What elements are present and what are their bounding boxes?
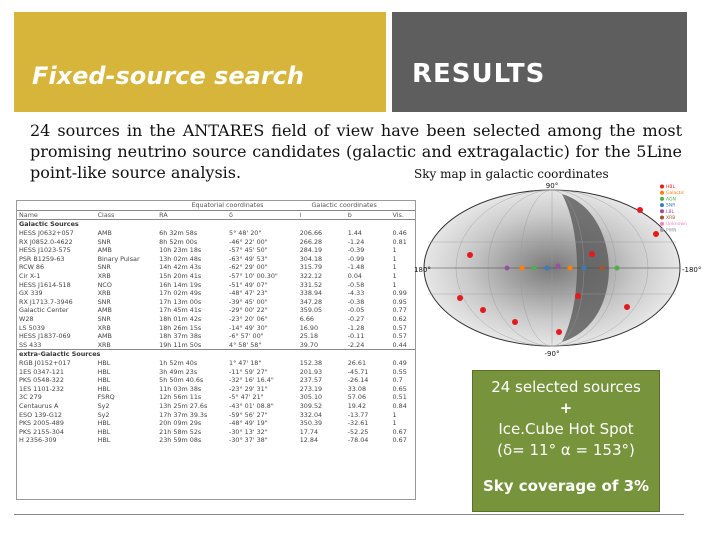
table-cell: 4° 58' 58": [229, 340, 262, 349]
table-cell: Binary Pulsar: [97, 254, 140, 263]
table-cell: 201.93: [299, 367, 323, 376]
table-cell: -32° 16' 16.4": [229, 376, 274, 385]
table-cell: 284.19: [299, 246, 323, 255]
table-row: [17, 427, 415, 436]
table-cell: 21h 58m 52s: [159, 427, 202, 436]
source-marker: [532, 266, 537, 271]
table-cell: 8h 52m 00s: [159, 237, 198, 246]
table-cell: 0.55: [392, 367, 407, 376]
summary-selected: 24 selected sources: [491, 378, 641, 396]
table-cell: AMB: [97, 229, 112, 238]
table-cell: 13h 02m 48s: [159, 254, 202, 263]
table-cell: 1: [392, 263, 397, 272]
table-cell: 23h 59m 08s: [159, 436, 202, 445]
equatorial-group-header: Equatorial coordinates: [191, 201, 264, 210]
table-cell: Cir X-1: [19, 272, 41, 281]
legend-label: LBL: [666, 209, 675, 215]
table-cell: Sy2: [97, 401, 110, 410]
skymap-svg: [412, 182, 702, 364]
table-cell: 0.51: [392, 393, 407, 402]
table-cell: 1: [392, 280, 397, 289]
table-cell: PKS 2005-489: [19, 419, 64, 428]
bottom-divider: [14, 514, 684, 515]
header-right-panel: [392, 12, 687, 112]
section-title: Fixed-source search: [32, 62, 304, 90]
table-cell: FSRQ: [97, 393, 115, 402]
table-cell: -43° 01' 08.8": [229, 401, 274, 410]
table-cell: HBL: [97, 376, 111, 385]
table-row: [17, 367, 415, 376]
table-row: [17, 263, 415, 272]
source-marker: [582, 266, 587, 271]
table-cell: 0.65: [392, 384, 407, 393]
summary-coords: (δ= 11° α = 153°): [497, 441, 635, 459]
table-cell: 33.08: [347, 384, 367, 393]
col-b: b: [347, 210, 352, 219]
table-cell: SNR: [97, 237, 111, 246]
table-cell: -57° 45' 50": [229, 246, 268, 255]
table-cell: -0.27: [347, 315, 365, 324]
table-row: [17, 289, 415, 298]
source-marker: [600, 266, 605, 271]
legend-label: HBL: [666, 185, 675, 190]
table-row: [17, 229, 415, 238]
col-vis: Vis.: [392, 210, 404, 219]
table-cell: -5° 47' 21": [229, 393, 264, 402]
table-cell: 17.74: [299, 427, 319, 436]
table-row: [17, 246, 415, 255]
table-cell: -39° 45' 00": [229, 297, 268, 306]
table-cell: 19h 11m 50s: [159, 340, 202, 349]
table-cell: GX 339: [19, 289, 43, 298]
table-cell: -23° 29' 31": [229, 384, 268, 393]
table-cell: -6° 57' 00": [229, 332, 264, 341]
results-title: RESULTS: [412, 59, 546, 89]
table-cell: HESS J1023-575: [19, 246, 71, 255]
table-cell: 304.18: [299, 254, 323, 263]
table-cell: -30° 37' 38": [229, 436, 268, 445]
table-cell: 206.66: [299, 229, 323, 238]
table-cell: PSR B1259-63: [19, 254, 65, 263]
source-marker: [520, 266, 525, 271]
legend-swatch: [660, 228, 664, 232]
legend-swatch: [660, 197, 664, 201]
table-cell: -1.28: [347, 323, 365, 332]
table-cell: HBL: [97, 427, 111, 436]
table-cell: HBL: [97, 384, 111, 393]
table-row: [17, 332, 415, 341]
table-cell: 273.19: [299, 384, 323, 393]
table-cell: XRB: [97, 323, 111, 332]
table-cell: -29° 00' 22": [229, 306, 268, 315]
table-cell: RX J1713.7-3946: [19, 297, 73, 306]
table-cell: 1: [392, 419, 397, 428]
table-row: [17, 393, 415, 402]
table-row: [17, 280, 415, 289]
table-cell: 17h 45m 41s: [159, 306, 202, 315]
table-cell: 1: [392, 246, 397, 255]
table-cell: 19.42: [347, 401, 367, 410]
table-cell: ESO 139-G12: [19, 410, 62, 419]
table-cell: 3h 49m 23s: [159, 367, 198, 376]
skymap-bottom-label: -90°: [544, 350, 560, 358]
header-left-panel: [14, 12, 386, 112]
table-cell: 16.90: [299, 323, 319, 332]
table-cell: AMB: [97, 306, 112, 315]
table-cell: 18h 37m 38s: [159, 332, 202, 341]
source-marker: [615, 266, 620, 271]
table-cell: 0.04: [347, 272, 362, 281]
legend-label: Galactic: [666, 191, 685, 197]
table-cell: 17h 37m 39.3s: [159, 410, 208, 419]
table-cell: 338.94: [299, 289, 323, 298]
table-cell: Sy2: [97, 410, 110, 419]
table-cell: SNR: [97, 263, 111, 272]
table-cell: SNR: [97, 315, 111, 324]
table-cell: 305.10: [299, 393, 323, 402]
galactic-group-header: Galactic coordinates: [311, 201, 377, 210]
legend-label: SNR: [666, 203, 676, 209]
table-cell: 0.99: [392, 289, 407, 298]
table-cell: -62° 29' 00": [229, 263, 268, 272]
table-cell: 350.39: [299, 419, 323, 428]
col-name: Name: [19, 210, 38, 219]
table-row: [17, 376, 415, 385]
table-cell: -0.39: [347, 246, 365, 255]
source-marker: [637, 207, 643, 213]
table-cell: SS 433: [19, 340, 42, 349]
table-cell: 237.57: [299, 376, 323, 385]
summary-coverage: Sky coverage of 3%: [482, 477, 650, 495]
table-cell: -78.04: [347, 436, 369, 445]
table-row: [17, 341, 415, 350]
table-cell: HBL: [97, 436, 111, 445]
summary-plus: +: [559, 399, 573, 417]
table-cell: 15h 20m 41s: [159, 272, 202, 281]
table-row: [17, 298, 415, 307]
table-cell: 0.49: [392, 358, 407, 367]
table-cell: -45.71: [347, 367, 369, 376]
legend-label: XRB: [666, 216, 676, 221]
table-cell: 26.61: [347, 358, 367, 367]
summary-box: [472, 370, 660, 512]
table-cell: 25.18: [299, 332, 319, 341]
table-cell: 57.06: [347, 393, 367, 402]
table-cell: RGB J0152+017: [19, 358, 71, 367]
table-cell: 14h 42m 43s: [159, 263, 202, 272]
legend-swatch: [660, 209, 664, 213]
summary-icecube: Ice.Cube Hot Spot: [498, 420, 634, 438]
table-cell: 1: [392, 410, 397, 419]
table-cell: 266.28: [299, 237, 323, 246]
source-marker: [467, 252, 473, 258]
col-ra: RA: [159, 210, 168, 219]
table-cell: 39.70: [299, 340, 319, 349]
source-marker: [556, 264, 561, 269]
table-cell: 0.67: [392, 427, 407, 436]
skymap-legend: [660, 184, 687, 233]
table-row: [17, 410, 415, 419]
skymap-caption: Sky map in galactic coordinates: [414, 167, 609, 181]
table-row: [17, 402, 415, 411]
table-cell: 1.44: [347, 229, 362, 238]
table-cell: 1ES 1101-232: [19, 384, 64, 393]
legend-label: PWN: [666, 228, 677, 234]
legend-swatch: [660, 191, 664, 195]
legend-swatch: [660, 185, 664, 189]
source-table: [17, 201, 415, 445]
source-marker: [512, 319, 518, 325]
extragalactic-section-label: extra-Galactic Sources: [17, 350, 415, 359]
intro-paragraph: 24 sources in the ANTARES field of view have been selected among the most promising neutrino source candidates (galactic and extragalactic) for the 5Line point-like source analysis.: [30, 121, 682, 182]
table-cell: -11° 59' 27": [229, 367, 268, 376]
table-cell: -46° 22' 00": [229, 237, 268, 246]
source-marker: [457, 295, 463, 301]
table-row: [17, 323, 415, 332]
table-cell: -1.48: [347, 263, 365, 272]
table-cell: -14° 49' 30": [229, 323, 268, 332]
table-cell: 1ES 0347-121: [19, 367, 64, 376]
source-marker: [505, 266, 510, 271]
legend-swatch: [660, 216, 664, 220]
table-cell: 332.04: [299, 410, 323, 419]
table-cell: 5° 48' 20": [229, 229, 262, 238]
source-marker: [589, 251, 595, 257]
table-cell: HBL: [97, 419, 111, 428]
skymap-figure: [412, 182, 702, 364]
table-cell: -0.38: [347, 297, 365, 306]
col-class: Class: [97, 210, 115, 219]
galactic-section-label: Galactic Sources: [17, 220, 415, 229]
table-cell: XRB: [97, 272, 111, 281]
table-cell: 13h 25m 27.6s: [159, 401, 208, 410]
legend-label: AGN: [666, 197, 676, 203]
table-cell: 0.57: [392, 332, 407, 341]
table-cell: -63° 49' 53": [229, 254, 268, 263]
table-cell: 1° 47' 18": [229, 358, 262, 367]
source-marker: [568, 266, 573, 271]
table-cell: 17h 02m 49s: [159, 289, 202, 298]
table-cell: 6h 32m 58s: [159, 229, 198, 238]
table-cell: 5h 50m 40.6s: [159, 376, 204, 385]
table-cell: -30° 13' 32": [229, 427, 268, 436]
source-marker: [575, 293, 581, 299]
table-cell: 0.44: [392, 340, 407, 349]
table-cell: -59° 56' 27": [229, 410, 268, 419]
table-cell: HBL: [97, 358, 111, 367]
col-l: l: [299, 210, 302, 219]
table-cell: HESS J1837-069: [19, 332, 71, 341]
table-cell: RX J0852.0-4622: [19, 237, 73, 246]
table-cell: -57° 10' 00.30": [229, 272, 278, 281]
table-cell: 1: [392, 254, 397, 263]
table-row: [17, 237, 415, 246]
table-cell: -32.61: [347, 419, 369, 428]
table-row: [17, 272, 415, 281]
table-cell: HESS J1614-518: [19, 280, 71, 289]
table-cell: H 2356-309: [19, 436, 57, 445]
skymap-top-label: 90°: [545, 182, 559, 190]
table-row: [17, 384, 415, 393]
source-marker: [624, 304, 630, 310]
table-cell: 18h 01m 42s: [159, 315, 202, 324]
table-row: [17, 436, 415, 445]
table-cell: -52.25: [347, 427, 369, 436]
col-dec: δ: [229, 210, 233, 219]
table-cell: RCW 86: [19, 263, 45, 272]
source-table-figure: [16, 200, 416, 500]
table-cell: 0.84: [392, 401, 407, 410]
table-cell: 10h 23m 18s: [159, 246, 202, 255]
table-cell: 322.12: [299, 272, 323, 281]
legend-swatch: [660, 222, 664, 226]
table-cell: 1h 52m 40s: [159, 358, 198, 367]
table-cell: -48° 49' 19": [229, 419, 268, 428]
table-cell: SNR: [97, 297, 111, 306]
table-cell: PKS 0548-322: [19, 376, 64, 385]
table-cell: -2.24: [347, 340, 365, 349]
table-row: [17, 315, 415, 324]
table-cell: LS 5039: [19, 323, 45, 332]
table-cell: 0.95: [392, 297, 407, 306]
table-cell: AMB: [97, 332, 112, 341]
table-cell: -26.14: [347, 376, 369, 385]
table-cell: Centaurus A: [19, 401, 59, 410]
table-row: [17, 306, 415, 315]
table-cell: -13.77: [347, 410, 369, 419]
table-cell: -0.11: [347, 332, 365, 341]
source-marker: [545, 266, 550, 271]
source-marker: [480, 307, 486, 313]
table-cell: 12h 56m 11s: [159, 393, 202, 402]
table-cell: PKS 2155-304: [19, 427, 64, 436]
table-cell: AMB: [97, 246, 112, 255]
table-cell: 152.38: [299, 358, 323, 367]
skymap-left-label: 180°: [414, 266, 431, 274]
table-cell: NCO: [97, 280, 112, 289]
table-cell: 0.46: [392, 229, 407, 238]
table-cell: -0.58: [347, 280, 365, 289]
table-cell: 0.67: [392, 436, 407, 445]
table-cell: 359.05: [299, 306, 323, 315]
table-cell: 11h 03m 38s: [159, 384, 202, 393]
table-cell: 6.66: [299, 315, 314, 324]
table-cell: -4.33: [347, 289, 365, 298]
table-cell: 16h 14m 19s: [159, 280, 202, 289]
source-marker: [556, 329, 562, 335]
table-row: [17, 419, 415, 428]
table-cell: 0.7: [392, 376, 403, 385]
table-cell: 3C 279: [19, 393, 42, 402]
table-cell: W28: [19, 315, 34, 324]
table-cell: 309.52: [299, 401, 323, 410]
table-cell: XRB: [97, 340, 111, 349]
table-cell: HBL: [97, 367, 111, 376]
table-cell: 12.84: [299, 436, 319, 445]
table-cell: 0.62: [392, 315, 407, 324]
skymap-right-label: -180°: [682, 266, 702, 274]
table-cell: -1.24: [347, 237, 365, 246]
table-cell: 331.52: [299, 280, 323, 289]
table-cell: -23° 20' 06": [229, 315, 268, 324]
table-cell: -0.99: [347, 254, 365, 263]
table-cell: HESS J0632+057: [19, 229, 74, 238]
table-cell: XRB: [97, 289, 111, 298]
legend-label: Unknown: [666, 222, 687, 228]
source-marker: [653, 231, 659, 237]
table-row: [17, 359, 415, 368]
legend-swatch: [660, 203, 664, 207]
table-cell: -48° 47' 23": [229, 289, 268, 298]
table-cell: 0.77: [392, 306, 407, 315]
table-cell: -0.05: [347, 306, 365, 315]
table-cell: 315.79: [299, 263, 323, 272]
table-cell: 347.28: [299, 297, 323, 306]
table-cell: 0.81: [392, 237, 407, 246]
table-cell: 17h 13m 00s: [159, 297, 202, 306]
table-cell: Galactic Center: [19, 306, 69, 315]
table-cell: 1: [392, 272, 397, 281]
table-cell: 18h 26m 15s: [159, 323, 202, 332]
table-row: [17, 255, 415, 264]
table-cell: -51° 49' 07": [229, 280, 268, 289]
table-cell: 20h 09m 29s: [159, 419, 202, 428]
table-cell: 0.57: [392, 323, 407, 332]
